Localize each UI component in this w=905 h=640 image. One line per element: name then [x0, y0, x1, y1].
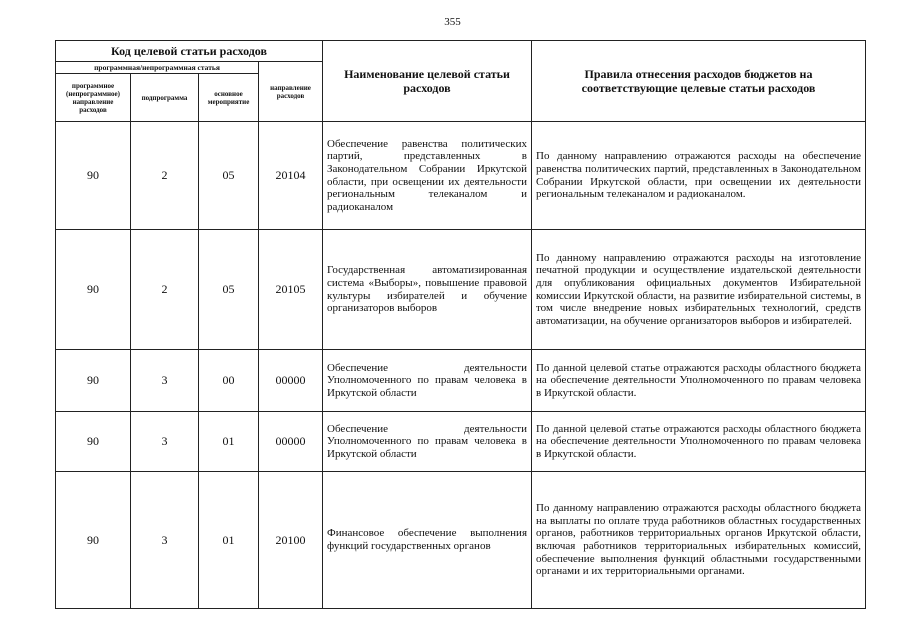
cell-program: 90 — [56, 230, 131, 350]
cell-program: 90 — [56, 350, 131, 412]
cell-subprogram: 3 — [131, 412, 199, 472]
cell-subprogram: 2 — [131, 122, 199, 230]
cell-program: 90 — [56, 412, 131, 472]
cell-name: Государственная автоматизированная система «Выборы», повышение правовой культуры избирателей и обучение организаторов выборов — [323, 230, 532, 350]
header-rules: Правила отнесения расходов бюджетов на соответствующие целевые статьи расходов — [532, 41, 866, 122]
cell-program: 90 — [56, 472, 131, 609]
header-name: Наименование целевой статьи расходов — [323, 41, 532, 122]
cell-name: Финансовое обеспечение выполнения функций государственных органов — [323, 472, 532, 609]
cell-main-event: 01 — [199, 472, 259, 609]
cell-subprogram: 2 — [131, 230, 199, 350]
cell-subprogram: 3 — [131, 350, 199, 412]
header-main-event: основное мероприятие — [199, 74, 259, 122]
cell-name: Обеспечение деятельности Уполномоченного по правам человека в Иркутской области — [323, 350, 532, 412]
table-row — [56, 350, 866, 412]
cell-name: Обеспечение деятельности Уполномоченного по правам человека в Иркутской области — [323, 412, 532, 472]
table-row — [56, 230, 866, 350]
table-row — [56, 412, 866, 472]
cell-direction: 20100 — [259, 472, 323, 609]
cell-rule: По данному направлению отражаются расходы на изготовление печатной продукции и осуществление издательской деятельности для опубликования официальных документов Избирательной комиссии Иркутской области, на развитие избирательной системы, в том числе внедрение новых избирательных технологий, средств автоматизации, на обучение организаторов выборов и избирателей. — [532, 230, 866, 350]
header-program-group: программная/непрограммная статья — [56, 62, 259, 74]
cell-direction: 00000 — [259, 350, 323, 412]
table-row — [56, 472, 866, 609]
cell-subprogram: 3 — [131, 472, 199, 609]
budget-classification-table — [55, 40, 866, 609]
page-number: 355 — [444, 16, 461, 28]
cell-program: 90 — [56, 122, 131, 230]
cell-rule: По данному направлению отражаются расходы на обеспечение равенства политических партий, представленных в Законодательном Собрании Иркутской области, при освещении их деятельности региональным телеканалом и радиоканалом. — [532, 122, 866, 230]
cell-rule: По данному направлению отражаются расходы областного бюджета на выплаты по оплате труда работников областных государственных органов, работников территориальных органов Иркутской области, включая работников территориальных избирательных комиссий, обеспечение выполнения функций областными государственными органами и их территориальными органами. — [532, 472, 866, 609]
cell-direction: 20105 — [259, 230, 323, 350]
header-code-group: Код целевой статьи расходов — [56, 41, 323, 62]
cell-name: Обеспечение равенства политических партий, представленных в Законодательном Собрании Иркутской области, при освещении их деятельности региональным телеканалом и радиоканалом — [323, 122, 532, 230]
cell-rule: По данной целевой статье отражаются расходы областного бюджета на обеспечение деятельности Уполномоченного по правам человека в Иркутской области. — [532, 412, 866, 472]
cell-main-event: 00 — [199, 350, 259, 412]
cell-main-event: 05 — [199, 230, 259, 350]
header-program: программное (непрограммное) направление расходов — [56, 74, 131, 122]
header-direction: направление расходов — [259, 62, 323, 122]
cell-direction: 00000 — [259, 412, 323, 472]
table-row — [56, 122, 866, 230]
cell-direction: 20104 — [259, 122, 323, 230]
cell-main-event: 01 — [199, 412, 259, 472]
cell-rule: По данной целевой статье отражаются расходы областного бюджета на обеспечение деятельности Уполномоченного по правам человека в Иркутской области. — [532, 350, 866, 412]
header-subprogram: подпрограмма — [131, 74, 199, 122]
cell-main-event: 05 — [199, 122, 259, 230]
